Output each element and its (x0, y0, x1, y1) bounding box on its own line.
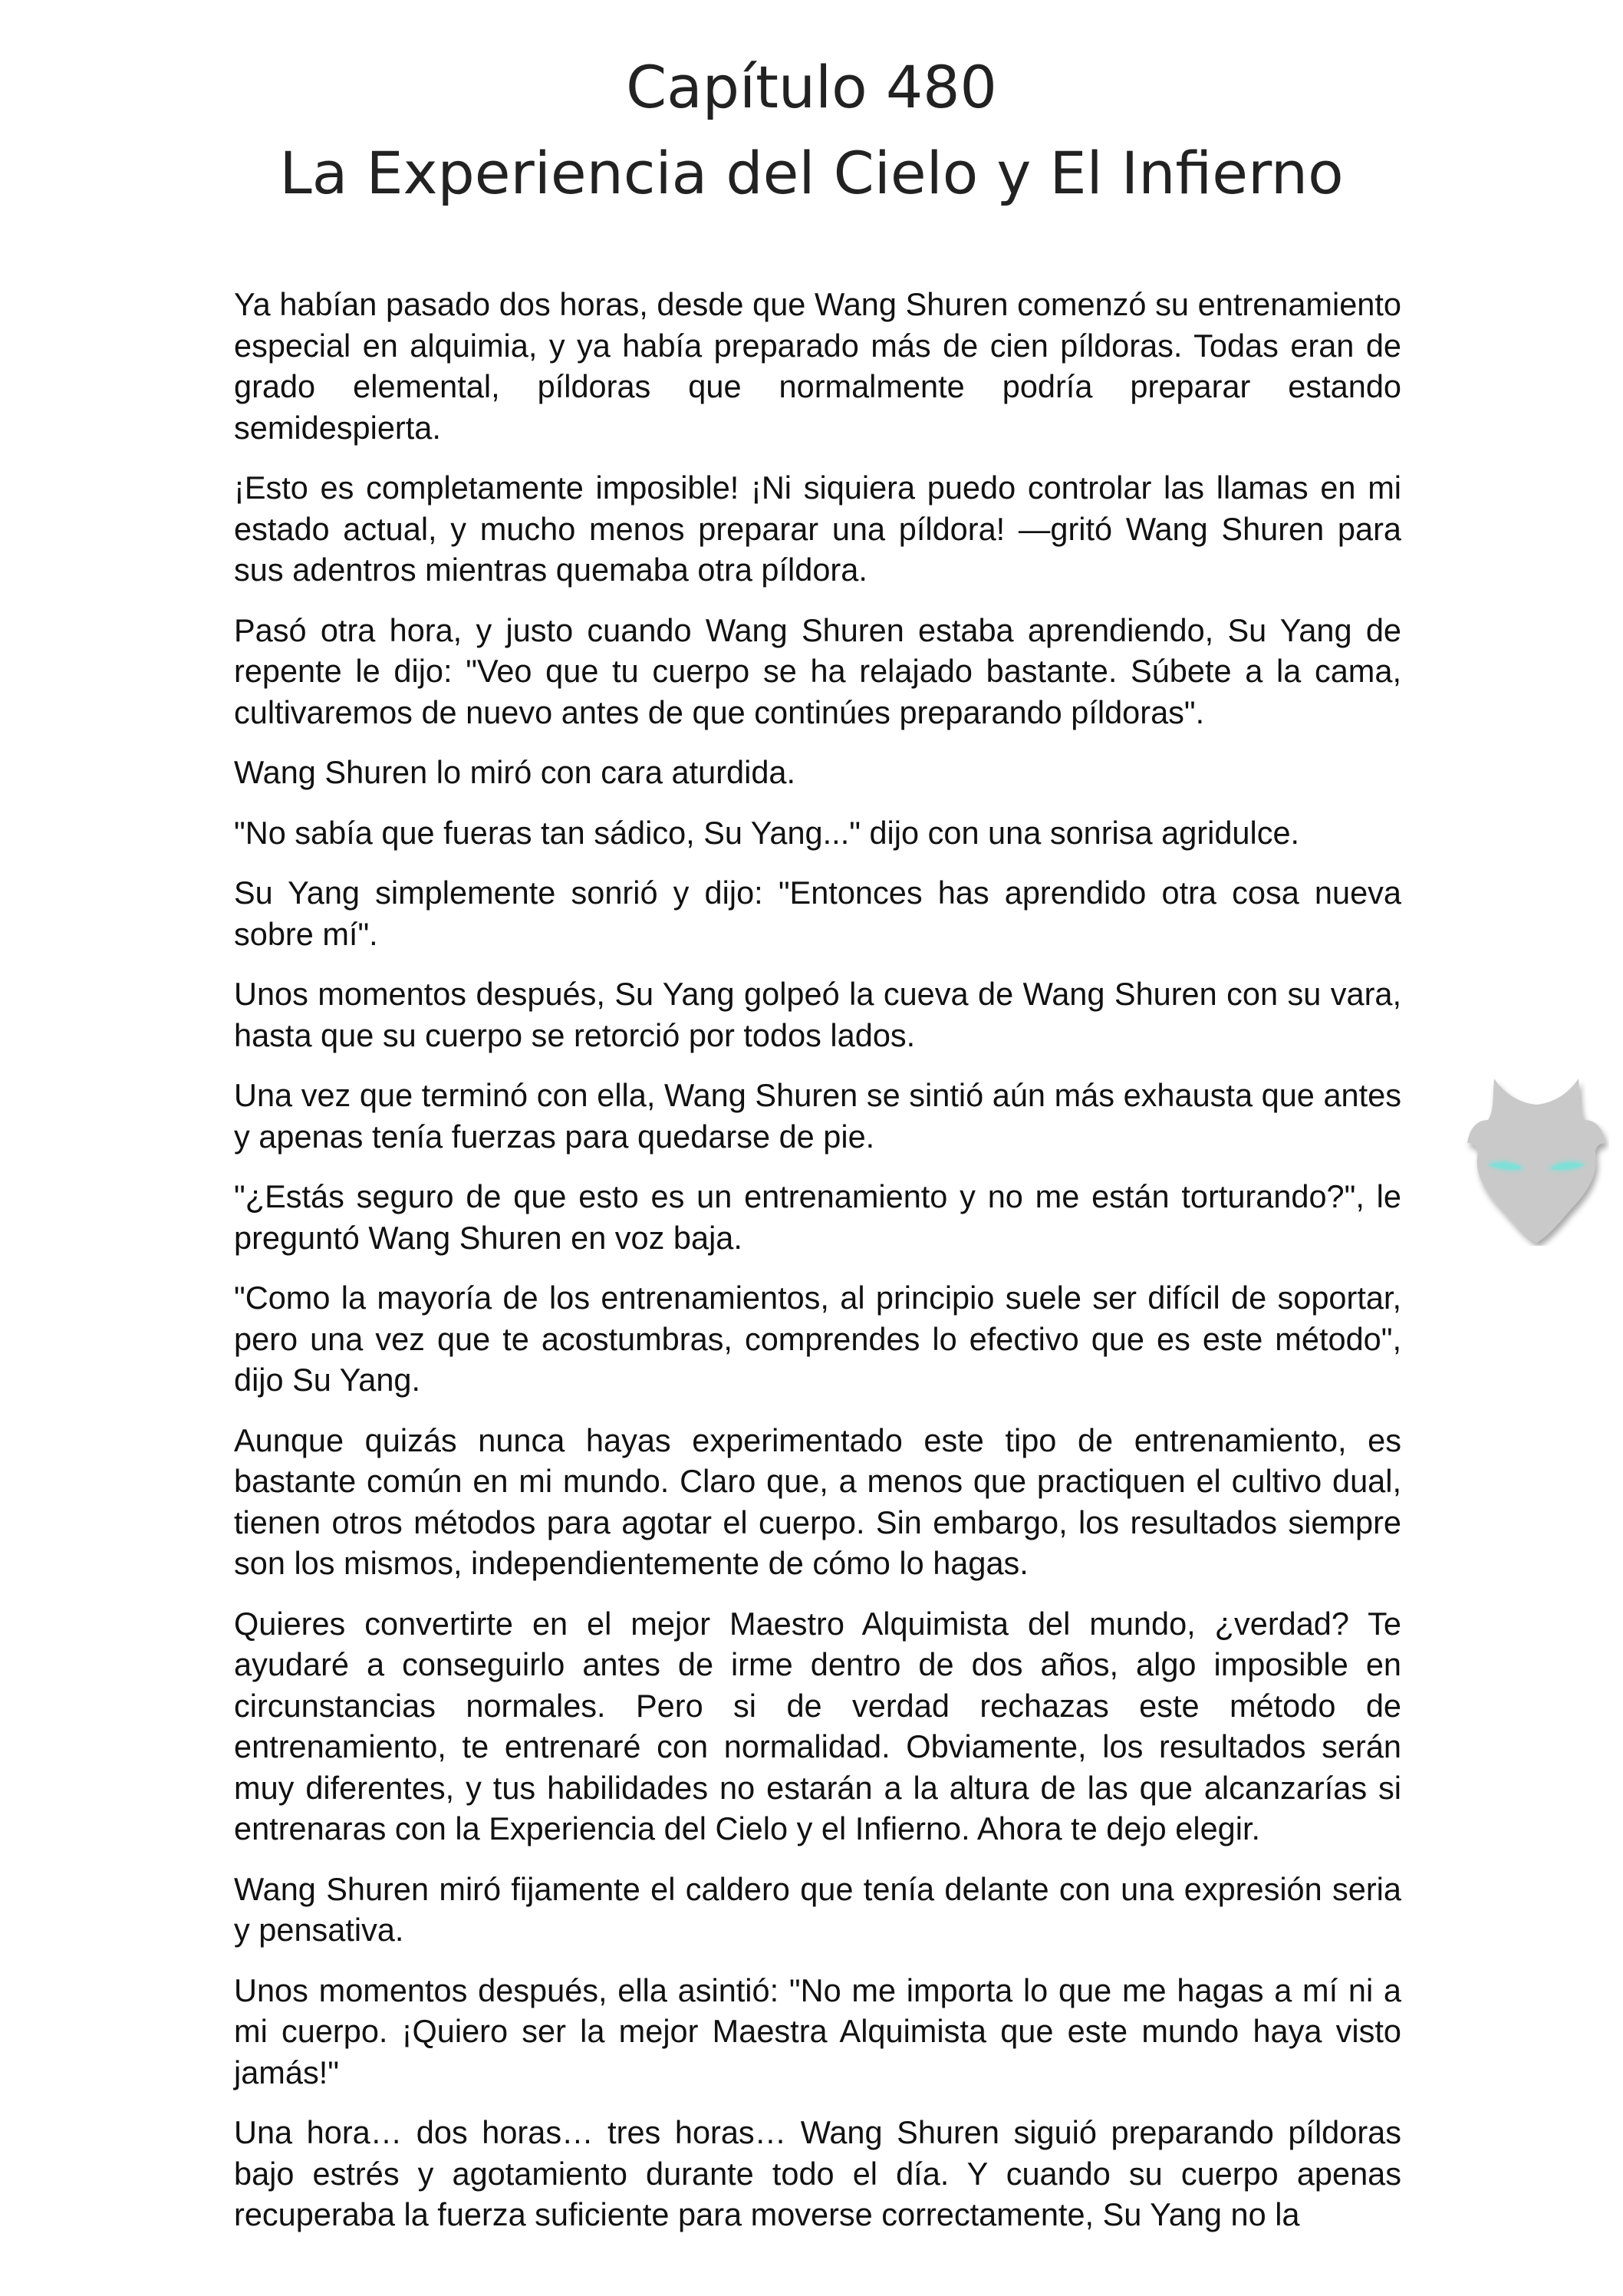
chapter-number-title: Capítulo 480 (626, 53, 997, 121)
demon-head-logo-icon (1463, 1072, 1609, 1246)
paragraph: Wang Shuren lo miró con cara aturdida. (234, 754, 796, 790)
chapter-title: La Experiencia del Cielo y El Infierno (279, 139, 1344, 207)
paragraph: Una vez que terminó con ella, Wang Shuren se sintió aún más exhausta que antes y apenas tenía fuerzas para quedarse de pie. (234, 1077, 1401, 1155)
paragraph: Una hora… dos horas… tres horas… Wang Shuren siguió preparando píldoras bajo estrés y agotamiento durante todo el día. Y cuando su cuerpo apenas recuperaba la fuerza suficiente para moverse correctamente, Su Yang no la (234, 2114, 1401, 2232)
paragraph: Quieres convertirte en el mejor Maestro Alquimista del mundo, ¿verdad? Te ayudaré a conseguirlo antes de irme dentro de dos años, algo imposible en circunstancias normales. Pero si de verdad rechazas este método de entrenamiento, te entrenaré con normalidad. Obviamente, los resultados serán muy diferentes, y tus habilidades no estarán a la altura de las que alcanzarías si entrenaras con la Experiencia del Cielo y el Infierno. Ahora te dejo elegir. (234, 1605, 1401, 1846)
chapter-body (234, 284, 1401, 2255)
paragraph: "No sabía que fueras tan sádico, Su Yang..." dijo con una sonrisa agridulce. (234, 814, 1300, 851)
paragraph: Unos momentos después, ella asintió: "No me importa lo que me hagas a mí ni a mi cuerpo. ¡Quiero ser la mejor Maestra Alquimista que este mundo haya visto jamás!" (234, 1972, 1401, 2090)
paragraph: "¿Estás seguro de que esto es un entrenamiento y no me están torturando?", le preguntó Wang Shuren en voz baja. (234, 1178, 1401, 1256)
paragraph: Pasó otra hora, y justo cuando Wang Shuren estaba aprendiendo, Su Yang de repente le dijo: "Veo que tu cuerpo se ha relajado bastante. Súbete a la cama, cultivaremos de nuevo antes de que continúes preparando píldoras". (234, 611, 1401, 730)
chapter-heading (0, 44, 1623, 216)
paragraph: ¡Esto es completamente imposible! ¡Ni siquiera puedo controlar las llamas en mi estado actual, y mucho menos preparar una píldora! —gritó Wang Shuren para sus adentros mientras quemaba otra píldora. (234, 469, 1401, 588)
paragraph: "Como la mayoría de los entrenamientos, al principio suele ser difícil de soportar, pero una vez que te acostumbras, comprendes lo efectivo que es este método", dijo Su Yang. (234, 1280, 1401, 1398)
paragraph: Unos momentos después, Su Yang golpeó la cueva de Wang Shuren con su vara, hasta que su cuerpo se retorció por todos lados. (234, 976, 1401, 1053)
paragraph: Aunque quizás nunca hayas experimentado este tipo de entrenamiento, es bastante común en mi mundo. Claro que, a menos que practiquen el cultivo dual, tienen otros métodos para agotar el cuerpo. Sin embargo, los resultados siempre son los mismos, independientemente de cómo lo hagas. (234, 1421, 1401, 1581)
paragraph: Su Yang simplemente sonrió y dijo: "Entonces has aprendido otra cosa nueva sobre mí". (234, 875, 1401, 952)
paragraph: Wang Shuren miró fijamente el caldero que tenía delante con una expresión seria y pensativa. (234, 1870, 1401, 1948)
paragraph: Ya habían pasado dos horas, desde que Wang Shuren comenzó su entrenamiento especial en alquimia, y ya había preparado más de cien píldoras. Todas eran de grado elemental, píldoras que normalmente podría preparar estando semidespierta. (234, 286, 1401, 446)
